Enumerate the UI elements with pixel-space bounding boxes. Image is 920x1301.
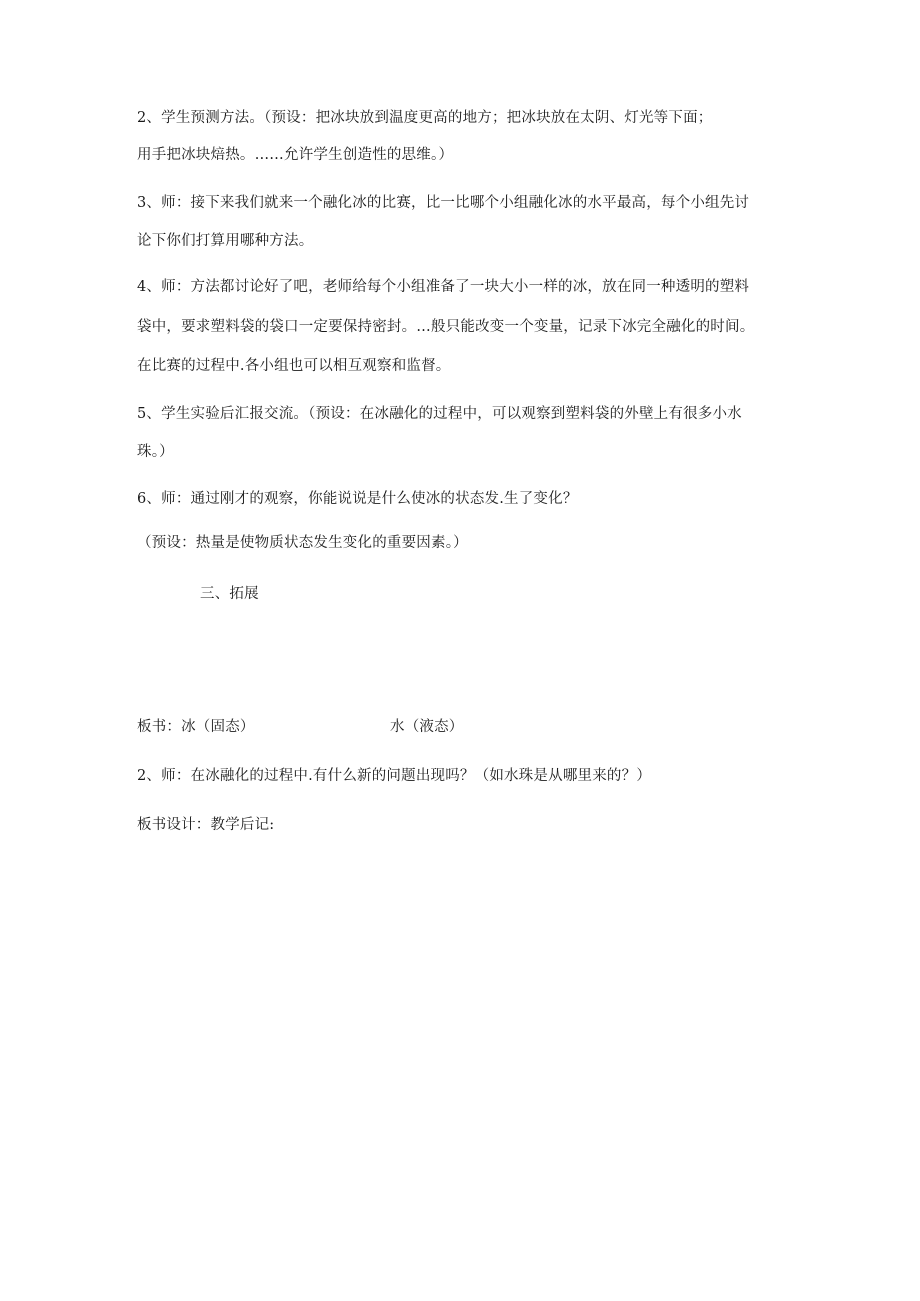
board-right: 水（液态）	[390, 719, 464, 735]
text-line-step-6: 6、师：通过刚才的观察，你能说说是什么使冰的状态发.生了变化？	[137, 491, 578, 507]
text-line-step-2-cont: 用手把冰块焙热。……允许学生创造性的思维。）	[137, 147, 454, 163]
text-line-step-4: 4、师：方法都讨论好了吧，老师给每个小组准备了一块大小一样的冰，放在同一种透明的塑料	[137, 279, 750, 295]
section-heading: 三、拓展	[200, 586, 259, 602]
text-line-step-3: 3、师：接下来我们就来一个融化冰的比赛，比一比哪个小组融化冰的水平最高，每个小组先讨	[137, 195, 750, 211]
text-line-step-2: 2、学生预测方法。（预设：把冰块放到温度更高的地方；把冰块放在太阴、灯光等下面；	[137, 110, 713, 126]
text-line-step-5-cont: 珠。）	[137, 444, 174, 460]
text-line-step-4-cont-2: 在比赛的过程中.各小组也可以相互观察和监督。	[137, 358, 451, 374]
question-line: 2、师：在冰融化的过程中.有什么新的问题出现吗？（如水珠是从哪里来的？）	[137, 768, 652, 784]
text-line-step-3-cont: 论下你们打算用哪种方法。	[137, 233, 314, 249]
text-line-step-5: 5、学生实验后汇报交流。（预设：在冰融化的过程中，可以观察到塑料袋的外壁上有很多小水	[137, 406, 742, 422]
board-design-line: 板书设计：教学后记:	[137, 817, 275, 833]
board-left: 板书：冰（固态）	[137, 719, 255, 735]
text-line-step-4-cont: 袋中，要求塑料袋的袋口一定要保持密封。…般只能改变一个变量，记录下冰完全融化的时间。	[137, 319, 755, 335]
text-line-step-6-preset: （预设：热量是使物质状态发生变化的重要因素。）	[137, 535, 468, 551]
